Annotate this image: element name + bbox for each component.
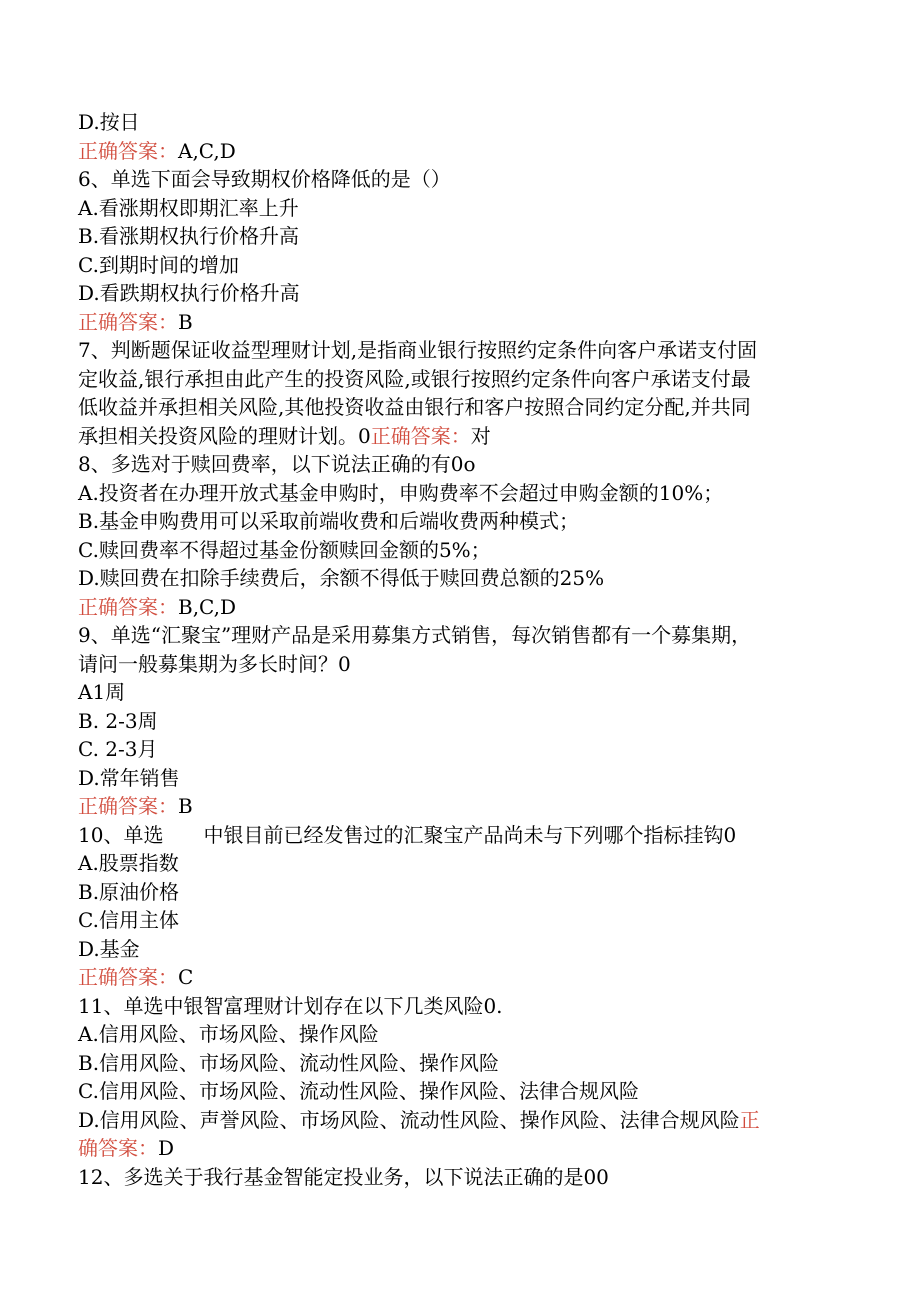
question-7-line2: 定收益,银行承担由此产生的投资风险,或银行按照约定条件向客户承诺支付最: [78, 366, 751, 391]
answer-label: 确答案：: [78, 1136, 158, 1160]
option-d-q6: D.看跌期权执行价格升高: [78, 281, 300, 305]
answer-label: 正确答案：: [78, 138, 178, 163]
answer-q5: [78, 137, 820, 166]
answer-value: C: [178, 965, 194, 989]
answer-q8: [78, 593, 820, 622]
option-b-q9: B. 2-3周: [78, 708, 158, 733]
option-a-q10: A.股票指数: [78, 851, 179, 875]
question-9-line1: 9、单选“汇聚宝”理财产品是采用募集方式销售，每次销售都有一个募集期，: [78, 623, 752, 647]
option-b-q8: B.基金申购费用可以采取前端收费和后端收费两种模式；: [78, 509, 580, 533]
option-b-q10: B.原油价格: [78, 879, 180, 904]
question-12: 12、多选关于我行基金智能定投业务，以下说法正确的是00: [78, 1164, 609, 1189]
option-a-q9: A1周: [78, 680, 126, 704]
option-c-q8: C.赎回费率不得超过基金份额赎回金额的5%；: [78, 537, 491, 562]
answer-label: 正确答案：: [78, 794, 178, 818]
answer-q11: [78, 1134, 820, 1163]
question-7-line4: [78, 422, 820, 451]
answer-label-start: 正: [739, 1107, 760, 1132]
answer-q6: [78, 308, 820, 337]
option-d-q5: D.按日: [78, 110, 140, 134]
question-8: 8、多选对于赎回费率，以下说法正确的有0o: [78, 452, 476, 476]
option-d-q10: D.基金: [78, 936, 140, 961]
answer-label: 正确答案：: [78, 594, 178, 619]
option-d-text: D.信用风险、声誉风险、市场风险、流动性风险、操作风险、法律合规风险: [78, 1107, 740, 1132]
question-10-type: 10、单选: [78, 822, 164, 847]
question-7-line3: 低收益并承担相关风险,其他投资收益由银行和客户按照合同约定分配,并共同: [78, 395, 751, 419]
option-d-q8: D.赎回费在扣除手续费后，余额不得低于赎回费总额的25%: [78, 566, 605, 590]
question-10-text: 中银目前已经发售过的汇聚宝产品尚未与下列哪个指标挂钩0: [203, 822, 737, 847]
option-a-q11: A.信用风险、市场风险、操作风险: [78, 1022, 379, 1046]
option-c-q10: C.信用主体: [78, 908, 179, 932]
option-b-q11: B.信用风险、市场风险、流动性风险、操作风险: [78, 1050, 500, 1075]
answer-value: 对: [470, 423, 491, 448]
answer-value: B: [178, 794, 193, 818]
question-9-line2: 请问一般募集期为多长时间？0: [78, 651, 351, 676]
answer-q10: [78, 963, 820, 992]
option-c-q9: C. 2-3月: [78, 737, 158, 761]
option-b-q6: B.看涨期权执行价格升高: [78, 224, 300, 248]
answer-q9: [78, 792, 820, 821]
option-c-q6: C.到期时间的增加: [78, 252, 239, 277]
answer-label: 正确答案：: [78, 309, 178, 334]
option-a-q6: A.看涨期权即期汇率上升: [78, 195, 299, 220]
question-10: [78, 821, 820, 850]
answer-value: B: [178, 309, 193, 334]
question-7-line1: 7、判断题保证收益型理财计划,是指商业银行按照约定条件向客户承诺支付固: [78, 338, 758, 362]
question-6: 6、单选下面会导致期权价格降低的是（）: [78, 167, 451, 191]
answer-label: 正确答案：: [78, 965, 178, 989]
option-c-q11: C.信用风险、市场风险、流动性风险、操作风险、法律合规风险: [78, 1079, 639, 1103]
option-a-q8: A.投资者在办理开放式基金申购时，申购费率不会超过申购金额的10%；: [78, 480, 724, 505]
question-11: 11、单选中银智富理财计划存在以下几类风险0.: [78, 993, 503, 1018]
answer-value: B,C,D: [178, 594, 237, 619]
option-d-q9: D.常年销售: [78, 765, 180, 790]
answer-value: A,C,D: [178, 138, 236, 163]
option-d-q11: [78, 1106, 820, 1135]
question-7-text: 承担相关投资风险的理财计划。0: [78, 423, 371, 448]
answer-value: D: [158, 1136, 175, 1160]
answer-label: 正确答案：: [370, 423, 471, 448]
